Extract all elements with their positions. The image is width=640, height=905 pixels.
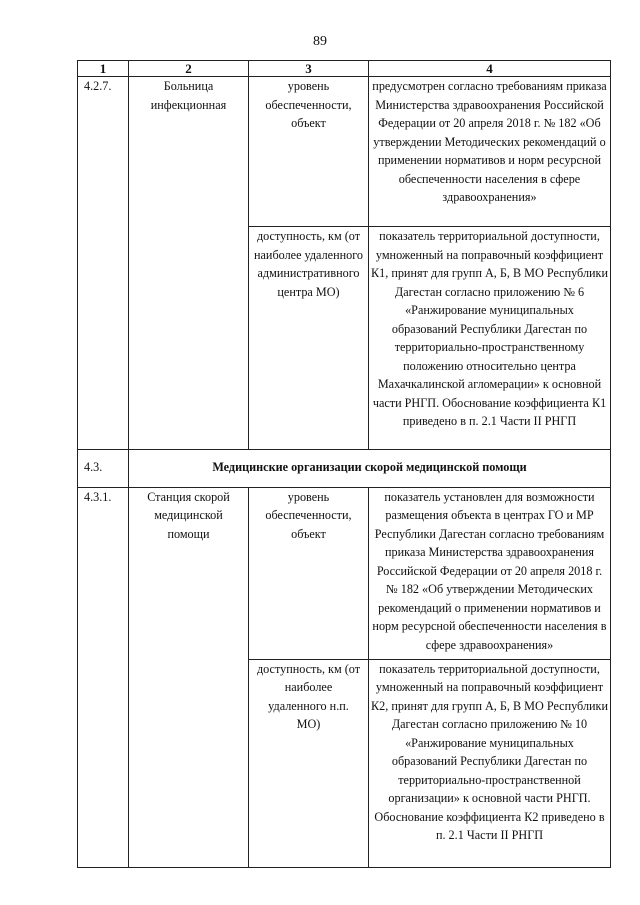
parameter-text: уровень обеспеченности, объект (265, 489, 352, 541)
section-title: Медицинские организации скорой медицинской помощи (129, 450, 611, 488)
value-text: показатель территориальной доступности, умноженный на поправочный коэффициент К2, принят для групп А, Б, В МО Республики Дагестан согласно приложению № 10 «Ранжирование муниципальных образований Республики Дагестан по территориально-пространственной организации» к основной части РНГП. Обоснование коэффициента К2 приведено в п. 2.1 Части II РНГП (371, 661, 608, 842)
header-col-2: 2 (129, 61, 249, 77)
value-text: показатель установлен для возможности размещения объекта в центрах ГО и МР Республики Дагестан согласно требованиям приказа Министерства здравоохранения Российской Федерации от 20 апреля 2018 г. № 182 «Об утверждении Методических рекомендаций о применении нормативов и норм ресурсной обеспеченности населения в сфере здравоохранения» (372, 489, 607, 652)
facility-name (129, 487, 249, 867)
table-row-4-2-7-a (78, 77, 611, 227)
norms-table (77, 60, 611, 868)
row-number: 4.3.1. (78, 487, 129, 867)
section-number: 4.3. (78, 450, 129, 488)
table-header-row (78, 61, 611, 77)
value-cell (369, 487, 611, 659)
row-number: 4.2.7. (78, 77, 129, 450)
parameter-text: уровень обеспеченности, объект (265, 79, 352, 130)
parameter-cell (249, 487, 369, 659)
page-number: 89 (313, 34, 327, 49)
parameter-text: доступность, км (от наиболее удаленного административного центра МО) (254, 229, 363, 299)
facility-name-text: Станция скорой медицинской помощи (147, 489, 230, 541)
section-row-4-3 (78, 450, 611, 488)
parameter-cell (249, 227, 369, 450)
header-col-4: 4 (369, 61, 611, 77)
value-cell (369, 77, 611, 227)
header-col-3: 3 (249, 61, 369, 77)
parameter-text: доступность, км (от наиболее удаленного н.п. МО) (256, 661, 361, 731)
facility-name (129, 77, 249, 450)
facility-name-text: Больница инфекционная (150, 79, 227, 112)
header-col-1: 1 (78, 61, 129, 77)
value-text: показатель территориальной доступности, умноженный на поправочный коэффициент К1, принят для групп А, Б, В МО Республики Дагестан согласно приложению № 6 «Ранжирование муниципальных образований Республики Дагестан по территориально-пространственному положению относительно центра Махачкалинской агломерации» к основной части РНГП. Обоснование коэффициента К1 приведено в п. 2.1 Части II РНГП (371, 229, 608, 428)
value-cell (369, 659, 611, 867)
value-text: предусмотрен согласно требованиям приказа Министерства здравоохранения Российской Федерации от 20 апреля 2018 г. № 182 «Об утверждении Методических рекомендаций о применении нормативов и норм ресурсной обеспеченности населения в сфере здравоохранения» (372, 79, 607, 204)
table-row-4-3-1-a (78, 487, 611, 659)
parameter-cell (249, 77, 369, 227)
value-cell (369, 227, 611, 450)
parameter-cell (249, 659, 369, 867)
